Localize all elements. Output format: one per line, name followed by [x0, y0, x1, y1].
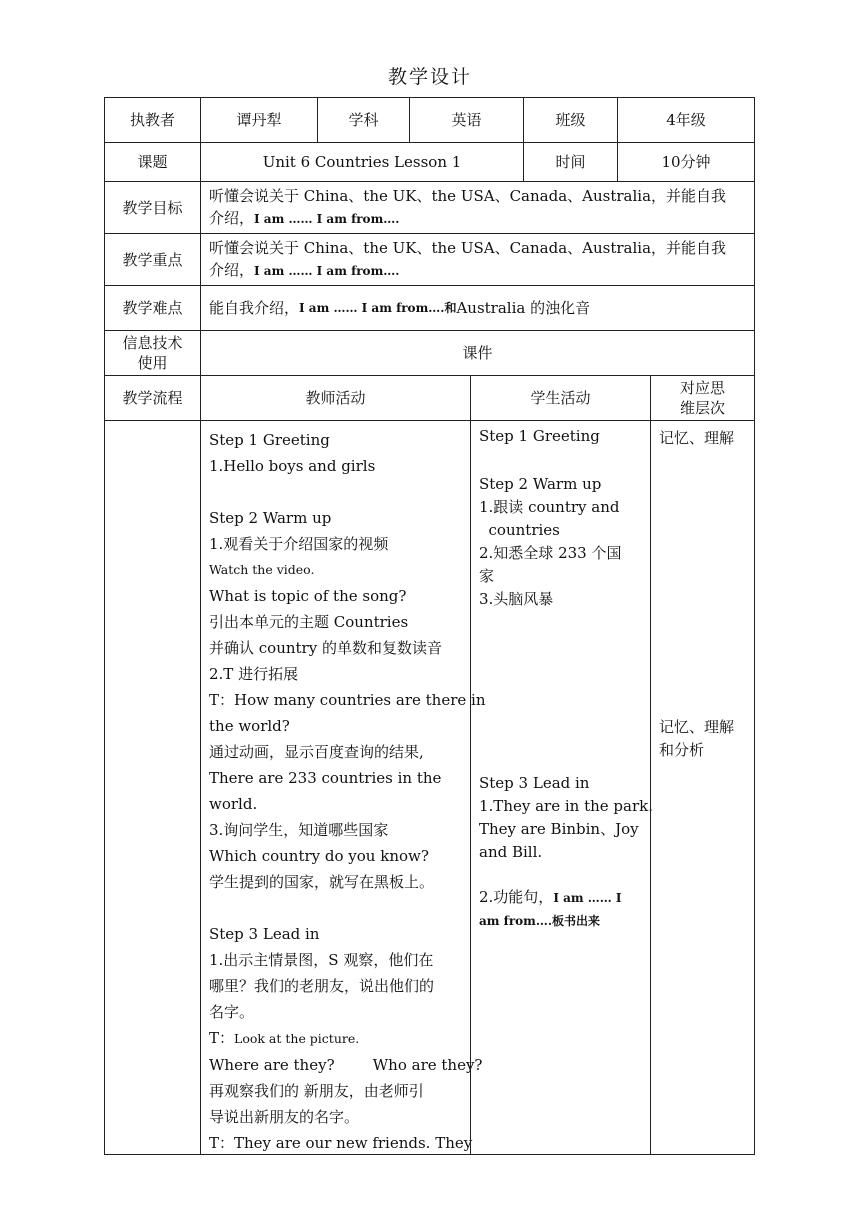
t-step3-line6: 再观察我们的 新朋友，由老师引 — [209, 1082, 424, 1100]
t-step2-line9: 通过动画，显示百度查询的结果, — [209, 743, 424, 761]
s-step3-line4a: 2.功能句， — [479, 888, 554, 906]
time-label: 时间 — [523, 142, 618, 182]
teacher-label: 执教者 — [104, 97, 201, 143]
teacher-name: 谭丹犁 — [200, 97, 318, 143]
it-usage-value: 课件 — [200, 330, 755, 376]
s-step2-line3: 2.知悉全球 233 个国 — [479, 544, 622, 562]
t-step2-line1: 1.观看关于介绍国家的视频 — [209, 535, 389, 553]
t-step2-line8: the world? — [209, 717, 290, 735]
key-points-line-2b: I am …… I am from…. — [254, 264, 400, 278]
t-step1-item1: 1.Hello boys and girls — [209, 457, 376, 475]
class-label: 班级 — [523, 97, 618, 143]
t-step2-line3: What is topic of the song? — [209, 587, 407, 605]
s-step3-line3: and Bill. — [479, 843, 543, 861]
t-step3-line1: 1.出示主情景图，S 观察，他们在 — [209, 951, 434, 969]
s-step3-line2: They are Binbin、Joy — [479, 820, 639, 838]
objectives-text — [200, 181, 755, 234]
s-step2-line5: 3.头脑风暴 — [479, 590, 554, 608]
thinking-level-cell — [650, 420, 755, 1155]
subject-label: 学科 — [317, 97, 410, 143]
flow-header: 教学流程 — [104, 375, 201, 421]
t-step3-title: Step 3 Lead in — [209, 925, 320, 943]
time-value: 10分钟 — [617, 142, 755, 182]
t-step3-line7: 导说出新朋友的名字。 — [209, 1108, 360, 1126]
thinking-level-2-line1: 记忆、理解 — [659, 718, 735, 736]
s-step2-line2: countries — [479, 521, 560, 539]
thinking-header-1: 对应思 — [679, 379, 725, 397]
s-step3-line5: am from….板书出来 — [479, 914, 601, 928]
s-step2-title: Step 2 Warm up — [479, 475, 602, 493]
student-activity-cell — [470, 420, 651, 1155]
t-step3-line4b: Look at the picture. — [234, 1031, 360, 1046]
key-points-label: 教学重点 — [104, 233, 201, 286]
t-step2-line11: world. — [209, 795, 258, 813]
subject-value: 英语 — [409, 97, 524, 143]
s-step3-line4b: I am …… I — [553, 891, 622, 905]
objectives-line-1: 听懂会说关于 China、the UK、the USA、Canada、Australia，并能自我 — [209, 187, 727, 205]
t-step2-line13: Which country do you know? — [209, 847, 429, 865]
key-points-line-2a: 介绍， — [209, 261, 255, 279]
difficulties-label: 教学难点 — [104, 285, 201, 331]
t-step3-line5: Where are they? Who are they? — [209, 1056, 483, 1074]
t-step2-line7: T：How many countries are there in — [209, 691, 486, 709]
class-value: 4年级 — [617, 97, 755, 143]
it-usage-label-1: 信息技术 — [122, 334, 183, 352]
student-activity-header: 学生活动 — [470, 375, 651, 421]
objectives-label: 教学目标 — [104, 181, 201, 234]
key-points-text — [200, 233, 755, 286]
objectives-line-2b: I am …… I am from…. — [254, 212, 400, 226]
s-step3-title: Step 3 Lead in — [479, 774, 590, 792]
t-step2-title: Step 2 Warm up — [209, 509, 332, 527]
thinking-level-header — [650, 375, 755, 421]
it-usage-label — [104, 330, 201, 376]
thinking-level-2-line2: 和分析 — [659, 741, 705, 759]
thinking-header-2: 维层次 — [679, 399, 725, 417]
t-step2-line4: 引出本单元的主题 Countries — [209, 613, 409, 631]
s-step1: Step 1 Greeting — [479, 427, 600, 445]
it-usage-label-2: 使用 — [137, 354, 168, 372]
s-step2-line4: 家 — [479, 567, 495, 585]
s-step2-line1: 1.跟读 country and — [479, 498, 620, 516]
thinking-level-1: 记忆、理解 — [659, 429, 735, 447]
t-step3-line8: T：They are our new friends. They — [209, 1134, 473, 1152]
difficulties-text-b: I am …… I am from….和 — [299, 301, 457, 315]
t-step3-line2: 哪里？我们的老朋友，说出他们的 — [209, 977, 435, 995]
teacher-activity-cell — [200, 420, 486, 1155]
s-step3-line1: 1.They are in the park. — [479, 797, 653, 815]
difficulties-text-a: 能自我介绍， — [209, 299, 300, 317]
t-step2-line12: 3.询问学生，知道哪些国家 — [209, 821, 389, 839]
objectives-line-2a: 介绍， — [209, 209, 255, 227]
t-step3-line4a: T： — [209, 1029, 235, 1047]
topic-value: Unit 6 Countries Lesson 1 — [200, 142, 524, 182]
document-title: 教学设计 — [387, 66, 472, 88]
key-points-line-1: 听懂会说关于 China、the UK、the USA、Canada、Australia，并能自我 — [209, 239, 727, 257]
t-step3-line3: 名字。 — [209, 1003, 255, 1021]
difficulties-text-c: Australia 的浊化音 — [456, 299, 591, 317]
t-step2-line6: 2.T 进行拓展 — [209, 665, 299, 683]
difficulties-text — [200, 285, 755, 331]
flow-cell — [104, 420, 201, 1155]
t-step2-line10: There are 233 countries in the — [209, 769, 442, 787]
t-step1-title: Step 1 Greeting — [209, 431, 330, 449]
t-step2-line5: 并确认 country 的单数和复数读音 — [209, 639, 442, 657]
teacher-activity-header: 教师活动 — [200, 375, 471, 421]
t-step2-line14: 学生提到的国家，就写在黑板上。 — [209, 873, 435, 891]
topic-label: 课题 — [104, 142, 201, 182]
t-step2-line2: Watch the video. — [209, 562, 315, 577]
